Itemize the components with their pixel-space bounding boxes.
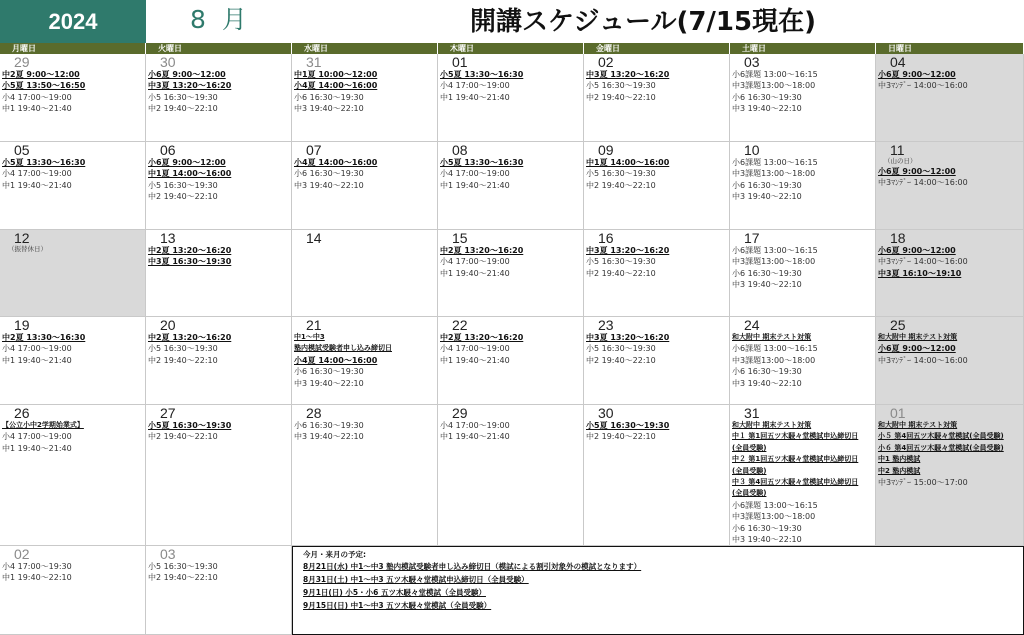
class-session: 中3ﾏﾝﾃﾞｰ 14:00～16:00 <box>878 355 968 365</box>
day-number: 31 <box>744 405 760 421</box>
class-session: 中1 19:40～21:40 <box>440 92 510 102</box>
class-session: 小6 16:30～19:30 <box>294 92 364 102</box>
day-cell <box>0 317 146 405</box>
special-session: 中1夏 14:00～16:00 <box>148 169 232 179</box>
special-session: 中3夏 13:20～16:20 <box>586 333 670 342</box>
class-session: 中1 19:40～21:40 <box>2 443 72 453</box>
class-session: 中3 19:40～22:10 <box>732 535 802 545</box>
class-session: 中3 19:40～22:10 <box>732 104 802 114</box>
special-session: 中1夏 14:00～16:00 <box>586 158 670 167</box>
class-session: 小4 17:00～19:00 <box>440 169 510 179</box>
class-session: 中1 19:40～21:40 <box>440 268 510 278</box>
day-cell <box>146 142 292 230</box>
page-title: 開講スケジュール(7/15現在) <box>470 7 816 37</box>
class-session: 中3ﾏﾝﾃﾞｰ 14:00～16:00 <box>878 178 968 188</box>
class-session: 小6課題 13:00～16:15 <box>732 70 818 79</box>
day-cell <box>438 142 584 230</box>
class-session: 中1 19:40～21:40 <box>440 180 510 190</box>
class-session: 小6 16:30～19:30 <box>294 421 364 430</box>
class-session: 中3課題13:00～18:00 <box>732 81 816 91</box>
day-number: 06 <box>160 142 176 158</box>
day-cell <box>730 230 876 317</box>
weekday-header <box>0 43 1024 54</box>
class-session: 小6 16:30～19:30 <box>294 169 364 179</box>
special-session: 小５ 第4回五ツ木駸々堂模試(全員受験) <box>878 432 1004 441</box>
day-cell <box>584 142 730 230</box>
day-number: 02 <box>598 54 614 70</box>
class-session: 小5 16:30～19:30 <box>148 344 218 354</box>
special-session: (全員受験) <box>732 489 767 498</box>
day-cell <box>438 230 584 317</box>
class-session: 中3ﾏﾝﾃﾞｰ 15:00～17:00 <box>878 478 968 488</box>
special-session: 中3夏 13:20～16:20 <box>586 246 670 255</box>
day-number: 30 <box>598 405 614 421</box>
class-session: 小6 16:30～19:30 <box>732 180 802 190</box>
day-number: 03 <box>744 54 760 70</box>
special-session: 中2 塾内模試 <box>878 466 921 475</box>
class-session: 中3 19:40～22:10 <box>732 280 802 290</box>
class-session: 小4 17:00～19:00 <box>2 344 72 354</box>
day-number: 20 <box>160 317 176 333</box>
class-session: 小4 17:00～19:00 <box>440 257 510 267</box>
class-session: 小6 16:30～19:30 <box>732 92 802 102</box>
special-session: 小5夏 16:30～19:30 <box>586 421 670 430</box>
class-session: 小6課題 13:00～16:15 <box>732 158 818 167</box>
special-session: 小5夏 16:30～19:30 <box>148 421 232 430</box>
special-session: 中3夏 13:20～16:20 <box>148 81 232 91</box>
day-cell <box>584 54 730 142</box>
day-number: 21 <box>306 317 322 333</box>
class-session: 中2 19:40～22:10 <box>586 92 656 102</box>
special-session: 中1～中3 <box>294 333 325 341</box>
weekday-label: 土曜日 <box>730 43 876 54</box>
class-session: 小6課題 13:00～16:15 <box>732 344 818 354</box>
day-number: 24 <box>744 317 760 333</box>
special-session: 小5夏 13:30～16:30 <box>2 158 86 167</box>
day-cell <box>292 230 438 317</box>
class-session: 小5 16:30～19:30 <box>148 562 218 571</box>
class-session: 中1 19:40～21:40 <box>440 355 510 365</box>
special-session: 小6夏 9:00～12:00 <box>878 344 956 354</box>
special-session: 小6夏 9:00～12:00 <box>148 70 226 79</box>
special-session: (全員受験) <box>732 466 767 475</box>
day-cell <box>0 230 146 317</box>
holiday-label: （振替休日） <box>8 245 47 253</box>
day-number: 25 <box>890 317 906 333</box>
weekday-label: 金曜日 <box>584 43 730 54</box>
class-session: 中2 19:40～22:10 <box>586 180 656 190</box>
special-session: 塾内模試受験者申し込み締切日 <box>294 344 392 353</box>
holiday-label: （山の日） <box>884 157 917 165</box>
class-session: 中3ﾏﾝﾃﾞｰ 14:00～16:00 <box>878 81 968 91</box>
day-number: 11 <box>890 142 905 158</box>
class-session: 中1 19:40～21:40 <box>2 355 72 365</box>
class-session: 中3 19:40～22:10 <box>732 378 802 388</box>
class-session: 中3課題13:00～18:00 <box>732 355 816 365</box>
special-session: 小6夏 9:00～12:00 <box>878 246 956 255</box>
upcoming-item: 8月31日(土) 中1～中3 五ツ木駸々堂模試申込締切日（全員受験） <box>303 575 529 584</box>
special-session: 和大附中 期末テスト対策 <box>878 333 958 341</box>
special-session: 中２ 第1回五ツ木駸々堂模試申込締切日 <box>732 455 859 464</box>
day-number: 27 <box>160 405 176 421</box>
class-session: 中2 19:40～22:10 <box>148 432 218 442</box>
day-number: 13 <box>160 230 176 246</box>
special-session: 中１ 第1回五ツ木駸々堂模試申込締切日 <box>732 432 859 441</box>
day-cell <box>876 317 1024 405</box>
day-cell <box>292 317 438 405</box>
special-session: 中2夏 13:20～16:20 <box>148 246 232 255</box>
special-session: 和大附中 期末テスト対策 <box>732 333 812 341</box>
day-cell <box>0 54 146 142</box>
class-session: 中3課題13:00～18:00 <box>732 257 816 267</box>
day-number: 01 <box>452 54 468 70</box>
day-cell <box>0 142 146 230</box>
class-session: 中3 19:40～22:10 <box>294 378 364 388</box>
day-number: 07 <box>306 142 322 158</box>
special-session: 中2夏 13:20～16:20 <box>440 246 524 255</box>
special-session: 中3夏 16:10～19:10 <box>878 268 962 278</box>
day-cell <box>292 405 438 546</box>
special-session: 中2夏 13:20～16:20 <box>440 333 524 342</box>
class-session: 中3ﾏﾝﾃﾞｰ 14:00～16:00 <box>878 257 968 267</box>
class-session: 中2 19:40～22:10 <box>586 432 656 442</box>
special-session: 中2夏 13:20～16:20 <box>148 333 232 342</box>
class-session: 中2 19:40～22:10 <box>148 104 218 114</box>
class-session: 小4 17:00～19:00 <box>2 169 72 179</box>
class-session: 小6 16:30～19:30 <box>294 367 364 377</box>
day-number: 29 <box>452 405 468 421</box>
class-session: 小6課題 13:00～16:15 <box>732 500 818 510</box>
day-number: 22 <box>452 317 468 333</box>
special-session: 【公立小中2学期始業式】 <box>2 421 84 429</box>
class-session: 中1 19:40～21:40 <box>440 432 510 442</box>
class-session: 中2 19:40～22:10 <box>586 355 656 365</box>
class-session: 小6課題 13:00～16:15 <box>732 246 818 255</box>
class-session: 中2 19:40～22:10 <box>148 192 218 202</box>
class-session: 中3 19:40～22:10 <box>294 180 364 190</box>
day-number: 23 <box>598 317 614 333</box>
special-session: 小4夏 14:00～16:00 <box>294 81 378 91</box>
class-session: 中3課題13:00～18:00 <box>732 512 816 522</box>
special-session: 小6夏 9:00～12:00 <box>878 70 956 79</box>
special-session: 小6夏 9:00～12:00 <box>148 158 226 167</box>
class-session: 小5 16:30～19:30 <box>586 344 656 354</box>
day-number: 29 <box>14 54 30 70</box>
weekday-label: 火曜日 <box>146 43 292 54</box>
day-cell <box>876 405 1024 546</box>
day-cell <box>146 405 292 546</box>
special-session: 中3夏 16:30～19:30 <box>148 257 232 267</box>
class-session: 中3 19:40～22:10 <box>294 432 364 442</box>
day-number: 03 <box>160 546 176 562</box>
special-session: 小4夏 14:00～16:00 <box>294 158 378 167</box>
special-session: 和大附中 期末テスト対策 <box>878 421 958 429</box>
special-session: 和大附中 期末テスト対策 <box>732 421 812 429</box>
special-session: 小6夏 9:00～12:00 <box>878 167 956 176</box>
day-number: 15 <box>452 230 468 246</box>
special-session: 小4夏 14:00～16:00 <box>294 355 378 365</box>
day-cell <box>584 230 730 317</box>
day-cell <box>146 317 292 405</box>
special-session: 中3夏 13:20～16:20 <box>586 70 670 79</box>
weekday-label: 日曜日 <box>876 43 1024 54</box>
class-session: 中3課題13:00～18:00 <box>732 169 816 179</box>
special-session: (全員受験) <box>732 443 767 452</box>
day-number: 14 <box>306 230 322 246</box>
class-session: 中2 19:40～22:10 <box>148 355 218 365</box>
day-number: 18 <box>890 230 906 246</box>
upcoming-heading: 今月・来月の予定: <box>303 550 366 559</box>
special-session: 小5夏 13:30～16:30 <box>440 70 524 79</box>
day-cell <box>438 317 584 405</box>
weekday-label: 月曜日 <box>0 43 146 54</box>
class-session: 小4 17:00～19:30 <box>2 562 72 571</box>
class-session: 中3 19:40～22:10 <box>732 192 802 202</box>
day-number: 04 <box>890 54 906 70</box>
class-session: 小4 17:00～19:00 <box>2 432 72 442</box>
day-cell <box>0 546 146 635</box>
upcoming-item: 8月21日(水) 中1～中3 塾内模試受験者申し込み締切日（模試による割引対象外の模試となります） <box>303 562 642 571</box>
day-cell <box>876 142 1024 230</box>
day-number: 12 <box>14 230 30 246</box>
weekday-label: 木曜日 <box>438 43 584 54</box>
weekday-label: 水曜日 <box>292 43 438 54</box>
class-session: 中2 19:40～22:10 <box>586 268 656 278</box>
class-session: 小4 17:00～19:00 <box>2 92 72 102</box>
day-cell <box>730 142 876 230</box>
day-number: 17 <box>744 230 760 246</box>
day-cell <box>146 230 292 317</box>
class-session: 小4 17:00～19:00 <box>440 81 510 91</box>
class-session: 中2 19:40～22:10 <box>148 573 218 583</box>
class-session: 小4 17:00～19:00 <box>440 344 510 354</box>
day-cell <box>584 405 730 546</box>
class-session: 小5 16:30～19:30 <box>586 81 656 91</box>
class-session: 小5 16:30～19:30 <box>586 169 656 179</box>
day-number: 01 <box>890 405 906 421</box>
day-number: 08 <box>452 142 468 158</box>
day-number: 10 <box>744 142 760 158</box>
day-cell <box>730 54 876 142</box>
special-session: 中1夏 10:00～12:00 <box>294 70 378 79</box>
day-cell <box>292 54 438 142</box>
day-number: 31 <box>306 54 322 70</box>
class-session: 小6 16:30～19:30 <box>732 268 802 278</box>
special-session: 小６ 第4回五ツ木駸々堂模試(全員受験) <box>878 443 1004 452</box>
month-label: 8 月 <box>190 5 251 34</box>
class-session: 中3 19:40～22:10 <box>294 104 364 114</box>
day-cell <box>438 405 584 546</box>
day-cell <box>146 54 292 142</box>
day-number: 05 <box>14 142 30 158</box>
special-session: 小5夏 13:50～16:50 <box>2 81 86 91</box>
class-session: 中1 19:40～21:40 <box>2 104 72 114</box>
day-number: 26 <box>14 405 30 421</box>
upcoming-schedule-box <box>292 546 1024 635</box>
day-number: 09 <box>598 142 614 158</box>
day-number: 30 <box>160 54 176 70</box>
class-session: 小6 16:30～19:30 <box>732 367 802 377</box>
class-session: 小5 16:30～19:30 <box>148 180 218 190</box>
day-cell <box>0 405 146 546</box>
class-session: 小5 16:30～19:30 <box>148 92 218 102</box>
class-session: 中1 19:40～21:40 <box>2 180 72 190</box>
special-session: 中2夏 9:00～12:00 <box>2 70 80 79</box>
day-cell <box>876 230 1024 317</box>
year-label: 2024 <box>0 0 146 43</box>
class-session: 小6 16:30～19:30 <box>732 523 802 533</box>
day-number: 16 <box>598 230 614 246</box>
day-cell <box>292 142 438 230</box>
special-session: 中３ 第4回五ツ木駸々堂模試申込締切日 <box>732 478 859 487</box>
day-cell <box>876 54 1024 142</box>
day-cell <box>730 317 876 405</box>
day-number: 19 <box>14 317 30 333</box>
class-session: 小4 17:00～19:00 <box>440 421 510 430</box>
class-session: 中1 19:40～22:10 <box>2 573 72 583</box>
day-number: 28 <box>306 405 322 421</box>
class-session: 小5 16:30～19:30 <box>586 257 656 267</box>
upcoming-item: 9月1日(日) 小5・小6 五ツ木駸々堂模試（全員受験） <box>303 588 486 597</box>
special-session: 中1 塾内模試 <box>878 455 921 464</box>
upcoming-item: 9月15日(日) 中1～中3 五ツ木駸々堂模試（全員受験） <box>303 601 492 610</box>
day-number: 02 <box>14 546 30 562</box>
day-cell <box>730 405 876 546</box>
day-cell <box>584 317 730 405</box>
day-cell <box>146 546 292 635</box>
special-session: 小5夏 13:30～16:30 <box>440 158 524 167</box>
day-cell <box>438 54 584 142</box>
special-session: 中2夏 13:30～16:30 <box>2 333 86 342</box>
